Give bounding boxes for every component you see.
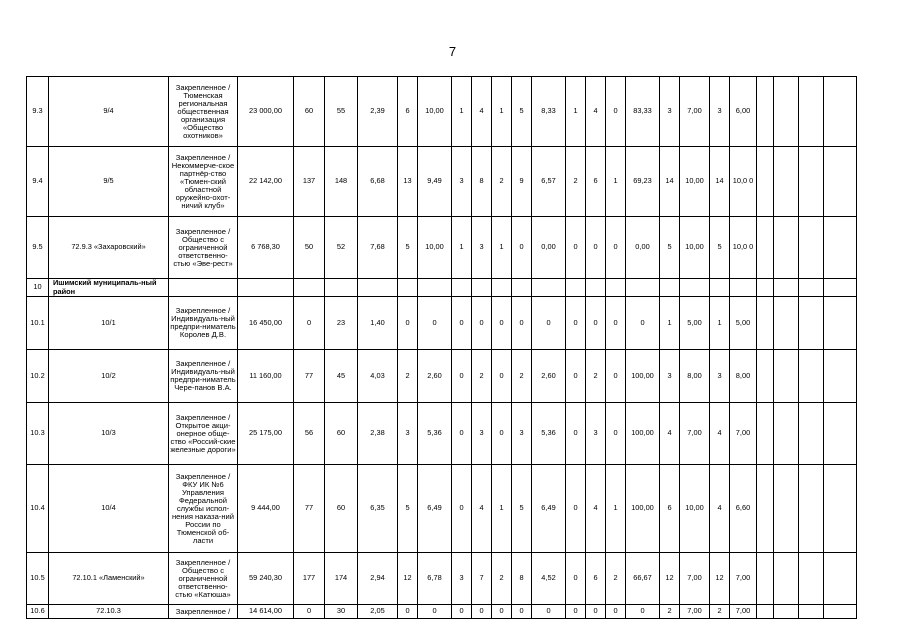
table-cell: 14 xyxy=(710,147,730,217)
table-cell: 4 xyxy=(586,77,606,147)
table-cell: 14 614,00 xyxy=(238,605,294,619)
table-cell xyxy=(710,279,730,297)
table-cell: 1 xyxy=(452,77,472,147)
table-cell xyxy=(774,77,799,147)
assignment-cell: Закрепленное / Общество с ограниченной ответственно-стью «Катюша» xyxy=(169,553,238,605)
table-cell: 0 xyxy=(566,350,586,403)
table-cell: 2,94 xyxy=(358,553,398,605)
table-cell: 100,00 xyxy=(626,403,660,465)
table-row xyxy=(27,279,857,297)
table-cell xyxy=(774,217,799,279)
hunting-grounds-table xyxy=(26,76,857,619)
table-cell: 6,78 xyxy=(418,553,452,605)
table-cell: 0 xyxy=(418,605,452,619)
table-cell: 3 xyxy=(452,553,472,605)
table-cell: 83,33 xyxy=(626,77,660,147)
table-cell: 1 xyxy=(710,297,730,350)
table-cell: 12 xyxy=(660,553,680,605)
table-cell: 0 xyxy=(294,605,325,619)
table-cell: 6 xyxy=(660,465,680,553)
table-cell: 0 xyxy=(452,403,472,465)
table-cell: 0 xyxy=(512,297,532,350)
table-row xyxy=(27,217,857,279)
table-cell: 3 xyxy=(586,403,606,465)
table-cell xyxy=(824,350,857,403)
table-cell: 1 xyxy=(492,217,512,279)
table-cell: 77 xyxy=(294,465,325,553)
table-cell xyxy=(774,350,799,403)
table-cell: 14 xyxy=(660,147,680,217)
table-cell xyxy=(824,553,857,605)
table-cell: 6,49 xyxy=(532,465,566,553)
table-row xyxy=(27,297,857,350)
table-cell xyxy=(757,605,774,619)
table-cell: 0 xyxy=(566,297,586,350)
table-cell: 10,0 0 xyxy=(730,147,757,217)
table-cell: 7,00 xyxy=(680,77,710,147)
table-cell: 10,0 0 xyxy=(730,217,757,279)
ground-name-cell: 72.10.3 xyxy=(49,605,169,619)
table-cell: 2 xyxy=(492,147,512,217)
table-cell: 6 xyxy=(586,147,606,217)
table-row xyxy=(27,553,857,605)
table-cell xyxy=(799,350,824,403)
table-cell: 77 xyxy=(294,350,325,403)
table-cell xyxy=(452,279,472,297)
table-cell: 7,00 xyxy=(730,605,757,619)
table-cell: 60 xyxy=(325,403,358,465)
table-cell: 6 xyxy=(586,553,606,605)
table-cell: 0 xyxy=(626,605,660,619)
table-cell: 0 xyxy=(398,297,418,350)
table-cell xyxy=(799,77,824,147)
table-cell: 0 xyxy=(452,465,472,553)
table-cell: 0 xyxy=(398,605,418,619)
table-cell: 12 xyxy=(710,553,730,605)
table-cell xyxy=(774,297,799,350)
assignment-cell: Закрепленное / Индивидуаль-ный предпри-ниматель Королев Д.В. xyxy=(169,297,238,350)
table-cell: 0 xyxy=(566,217,586,279)
table-cell: 0,00 xyxy=(626,217,660,279)
table-cell: 10,00 xyxy=(680,465,710,553)
table-cell: 9 xyxy=(512,147,532,217)
table-cell: 0 xyxy=(586,605,606,619)
row-number-cell: 9.5 xyxy=(27,217,49,279)
table-cell: 6,68 xyxy=(358,147,398,217)
table-cell: 52 xyxy=(325,217,358,279)
table-cell: 0 xyxy=(418,297,452,350)
table-cell xyxy=(472,279,492,297)
table-cell: 2 xyxy=(710,605,730,619)
table-cell xyxy=(824,465,857,553)
table-cell xyxy=(238,279,294,297)
table-cell: 55 xyxy=(325,77,358,147)
table-cell xyxy=(566,279,586,297)
table-cell: 1 xyxy=(492,77,512,147)
table-cell: 60 xyxy=(294,77,325,147)
table-cell: 177 xyxy=(294,553,325,605)
table-cell: 0,00 xyxy=(532,217,566,279)
table-cell: 16 450,00 xyxy=(238,297,294,350)
table-cell: 5,36 xyxy=(418,403,452,465)
table-cell: 5,00 xyxy=(680,297,710,350)
table-cell: 2,60 xyxy=(532,350,566,403)
table-cell xyxy=(799,279,824,297)
row-number-cell: 9.3 xyxy=(27,77,49,147)
table-cell xyxy=(757,465,774,553)
table-cell xyxy=(757,147,774,217)
table-cell: 3 xyxy=(710,350,730,403)
table-cell: 59 240,30 xyxy=(238,553,294,605)
table-cell: 8,00 xyxy=(730,350,757,403)
table-cell xyxy=(398,279,418,297)
table-cell xyxy=(799,605,824,619)
table-cell: 2,39 xyxy=(358,77,398,147)
table-row xyxy=(27,77,857,147)
row-number-cell: 10.1 xyxy=(27,297,49,350)
table-cell xyxy=(358,279,398,297)
table-cell: 5,00 xyxy=(730,297,757,350)
ground-name-cell: 72.9.3 «Захаровский» xyxy=(49,217,169,279)
table-cell: 6,49 xyxy=(418,465,452,553)
table-cell xyxy=(586,279,606,297)
table-cell: 2 xyxy=(492,553,512,605)
table-cell: 8 xyxy=(472,147,492,217)
table-cell xyxy=(824,403,857,465)
table-cell: 1 xyxy=(492,465,512,553)
table-cell: 0 xyxy=(606,350,626,403)
table-cell xyxy=(799,403,824,465)
table-cell: 2,05 xyxy=(358,605,398,619)
table-cell xyxy=(799,147,824,217)
row-number-cell: 10.2 xyxy=(27,350,49,403)
table-cell xyxy=(824,279,857,297)
table-cell: 6,60 xyxy=(730,465,757,553)
table-cell: 4 xyxy=(472,77,492,147)
table-cell: 4 xyxy=(660,403,680,465)
table-cell: 0 xyxy=(566,403,586,465)
table-cell xyxy=(757,279,774,297)
table-cell: 13 xyxy=(398,147,418,217)
row-number-cell: 10 xyxy=(27,279,49,297)
table-cell: 12 xyxy=(398,553,418,605)
table-cell: 7,00 xyxy=(680,403,710,465)
table-cell: 10,00 xyxy=(418,77,452,147)
assignment-cell: Закрепленное / Некоммерче-ское партнёр-ство «Тюмен-ский областной оружейно-охот-ничий клуб» xyxy=(169,147,238,217)
table-cell xyxy=(730,279,757,297)
table-cell: 5 xyxy=(660,217,680,279)
table-cell xyxy=(418,279,452,297)
table-cell: 7,00 xyxy=(730,403,757,465)
table-cell: 0 xyxy=(626,297,660,350)
table-cell: 1,40 xyxy=(358,297,398,350)
table-cell: 5,36 xyxy=(532,403,566,465)
table-cell: 56 xyxy=(294,403,325,465)
row-number-cell: 10.4 xyxy=(27,465,49,553)
table-cell: 3 xyxy=(472,217,492,279)
table-cell xyxy=(774,147,799,217)
table-cell: 5 xyxy=(398,465,418,553)
table-cell: 23 xyxy=(325,297,358,350)
table-cell: 22 142,00 xyxy=(238,147,294,217)
table-cell: 148 xyxy=(325,147,358,217)
table-cell: 2 xyxy=(566,147,586,217)
table-cell: 3 xyxy=(660,77,680,147)
table-cell: 9,49 xyxy=(418,147,452,217)
ground-name-cell: 10/4 xyxy=(49,465,169,553)
table-cell: 0 xyxy=(606,77,626,147)
table-cell xyxy=(757,217,774,279)
table-cell: 0 xyxy=(294,297,325,350)
assignment-cell: Закрепленное / Общество с ограниченной ответственно-стью «Эве-рест» xyxy=(169,217,238,279)
table-cell xyxy=(824,605,857,619)
ground-name-cell: 72.10.1 «Ламенский» xyxy=(49,553,169,605)
table-cell: 0 xyxy=(606,403,626,465)
table-cell xyxy=(824,147,857,217)
table-cell: 23 000,00 xyxy=(238,77,294,147)
table-cell xyxy=(799,217,824,279)
table-cell: 3 xyxy=(710,77,730,147)
table-cell: 7 xyxy=(472,553,492,605)
table-cell: 3 xyxy=(472,403,492,465)
table-cell: 0 xyxy=(472,605,492,619)
table-cell: 3 xyxy=(512,403,532,465)
table-cell: 0 xyxy=(606,297,626,350)
table-cell xyxy=(774,553,799,605)
table-cell xyxy=(294,279,325,297)
table-cell xyxy=(774,403,799,465)
ground-name-cell: 10/1 xyxy=(49,297,169,350)
table-cell: 0 xyxy=(566,465,586,553)
table-cell: 10,00 xyxy=(418,217,452,279)
row-number-cell: 10.3 xyxy=(27,403,49,465)
ground-name-cell: Ишимский муниципаль-ный район xyxy=(49,279,169,297)
ground-name-cell: 10/2 xyxy=(49,350,169,403)
table-cell: 0 xyxy=(492,350,512,403)
table-cell: 2 xyxy=(512,350,532,403)
table-cell xyxy=(757,553,774,605)
table-cell: 0 xyxy=(606,605,626,619)
table-cell xyxy=(757,350,774,403)
assignment-cell xyxy=(169,279,238,297)
table-cell: 3 xyxy=(452,147,472,217)
table-cell: 0 xyxy=(512,605,532,619)
row-number-cell: 10.6 xyxy=(27,605,49,619)
table-cell: 5 xyxy=(398,217,418,279)
table-cell: 30 xyxy=(325,605,358,619)
table-cell: 8 xyxy=(512,553,532,605)
table-cell: 5 xyxy=(710,217,730,279)
table-cell: 5 xyxy=(512,77,532,147)
table-cell: 0 xyxy=(606,217,626,279)
table-cell: 7,00 xyxy=(730,553,757,605)
table-cell: 0 xyxy=(492,297,512,350)
table-cell: 2 xyxy=(606,553,626,605)
table-cell: 2,38 xyxy=(358,403,398,465)
table-cell: 1 xyxy=(606,465,626,553)
table-cell: 9 444,00 xyxy=(238,465,294,553)
table-cell: 4 xyxy=(710,403,730,465)
table-cell: 0 xyxy=(566,605,586,619)
table-cell: 0 xyxy=(512,217,532,279)
table-cell: 0 xyxy=(472,297,492,350)
table-cell xyxy=(680,279,710,297)
table-cell: 6,57 xyxy=(532,147,566,217)
assignment-cell: Закрепленное / Тюменская региональная общественная организация «Общество охотников» xyxy=(169,77,238,147)
table-cell: 0 xyxy=(492,403,512,465)
table-cell: 0 xyxy=(492,605,512,619)
table-cell: 0 xyxy=(532,297,566,350)
table-cell: 2 xyxy=(586,350,606,403)
table-cell xyxy=(512,279,532,297)
table-cell: 4,52 xyxy=(532,553,566,605)
table-cell: 1 xyxy=(452,217,472,279)
table-cell: 25 175,00 xyxy=(238,403,294,465)
table-row xyxy=(27,403,857,465)
table-cell xyxy=(757,403,774,465)
table-cell: 6 xyxy=(398,77,418,147)
table-cell: 4 xyxy=(472,465,492,553)
table-cell: 4 xyxy=(710,465,730,553)
table-cell xyxy=(492,279,512,297)
assignment-cell: Закрепленное / xyxy=(169,605,238,619)
table-cell: 45 xyxy=(325,350,358,403)
page-number: 7 xyxy=(448,44,457,59)
table-row xyxy=(27,465,857,553)
table-cell: 6,00 xyxy=(730,77,757,147)
table-cell: 2,60 xyxy=(418,350,452,403)
table-cell xyxy=(799,297,824,350)
table-cell: 1 xyxy=(606,147,626,217)
table-cell: 174 xyxy=(325,553,358,605)
table-cell: 2 xyxy=(472,350,492,403)
table-cell: 3 xyxy=(398,403,418,465)
row-number-cell: 10.5 xyxy=(27,553,49,605)
table-row xyxy=(27,605,857,619)
table-cell: 0 xyxy=(532,605,566,619)
table-cell: 0 xyxy=(452,350,472,403)
table-cell: 100,00 xyxy=(626,465,660,553)
table-cell: 0 xyxy=(566,553,586,605)
table-cell xyxy=(606,279,626,297)
table-cell xyxy=(757,297,774,350)
table-row xyxy=(27,350,857,403)
table-row xyxy=(27,147,857,217)
row-number-cell: 9.4 xyxy=(27,147,49,217)
table-cell: 137 xyxy=(294,147,325,217)
table-cell xyxy=(774,279,799,297)
table-cell xyxy=(325,279,358,297)
table-cell: 7,00 xyxy=(680,553,710,605)
table-cell xyxy=(824,217,857,279)
table-cell: 7,68 xyxy=(358,217,398,279)
table-cell: 8,00 xyxy=(680,350,710,403)
assignment-cell: Закрепленное / Индивидуаль-ный предпри-ниматель Чере-панов В.А. xyxy=(169,350,238,403)
table-cell xyxy=(660,279,680,297)
table-cell xyxy=(824,77,857,147)
ground-name-cell: 9/4 xyxy=(49,77,169,147)
table-cell: 4 xyxy=(586,465,606,553)
assignment-cell: Закрепленное / ФКУ ИК №6 Управления Федеральной службы испол-нения наказа-ний России по Тюменской об-ласти xyxy=(169,465,238,553)
table-cell: 5 xyxy=(512,465,532,553)
table-cell: 4,03 xyxy=(358,350,398,403)
table-cell: 0 xyxy=(586,217,606,279)
table-cell xyxy=(824,297,857,350)
table-cell: 0 xyxy=(452,605,472,619)
table-cell: 1 xyxy=(660,297,680,350)
table-cell: 50 xyxy=(294,217,325,279)
table-cell: 2 xyxy=(398,350,418,403)
table-cell: 3 xyxy=(660,350,680,403)
ground-name-cell: 9/5 xyxy=(49,147,169,217)
table-cell: 8,33 xyxy=(532,77,566,147)
table-cell xyxy=(532,279,566,297)
table-cell: 6 768,30 xyxy=(238,217,294,279)
table-cell xyxy=(799,553,824,605)
table-cell: 7,00 xyxy=(680,605,710,619)
table-cell: 11 160,00 xyxy=(238,350,294,403)
table-cell: 10,00 xyxy=(680,217,710,279)
table-cell: 66,67 xyxy=(626,553,660,605)
table-cell: 10,00 xyxy=(680,147,710,217)
table-cell xyxy=(757,77,774,147)
table-cell xyxy=(799,465,824,553)
table-cell xyxy=(626,279,660,297)
table-cell: 100,00 xyxy=(626,350,660,403)
assignment-cell: Закрепленное / Открытое акци-онерное обще-ство «Россий-ские железные дороги» xyxy=(169,403,238,465)
table-cell: 0 xyxy=(586,297,606,350)
table-cell xyxy=(774,465,799,553)
table-cell: 69,23 xyxy=(626,147,660,217)
table-cell: 6,35 xyxy=(358,465,398,553)
table-cell: 0 xyxy=(452,297,472,350)
table-cell xyxy=(774,605,799,619)
ground-name-cell: 10/3 xyxy=(49,403,169,465)
table-cell: 1 xyxy=(566,77,586,147)
table-cell: 2 xyxy=(660,605,680,619)
table-cell: 60 xyxy=(325,465,358,553)
